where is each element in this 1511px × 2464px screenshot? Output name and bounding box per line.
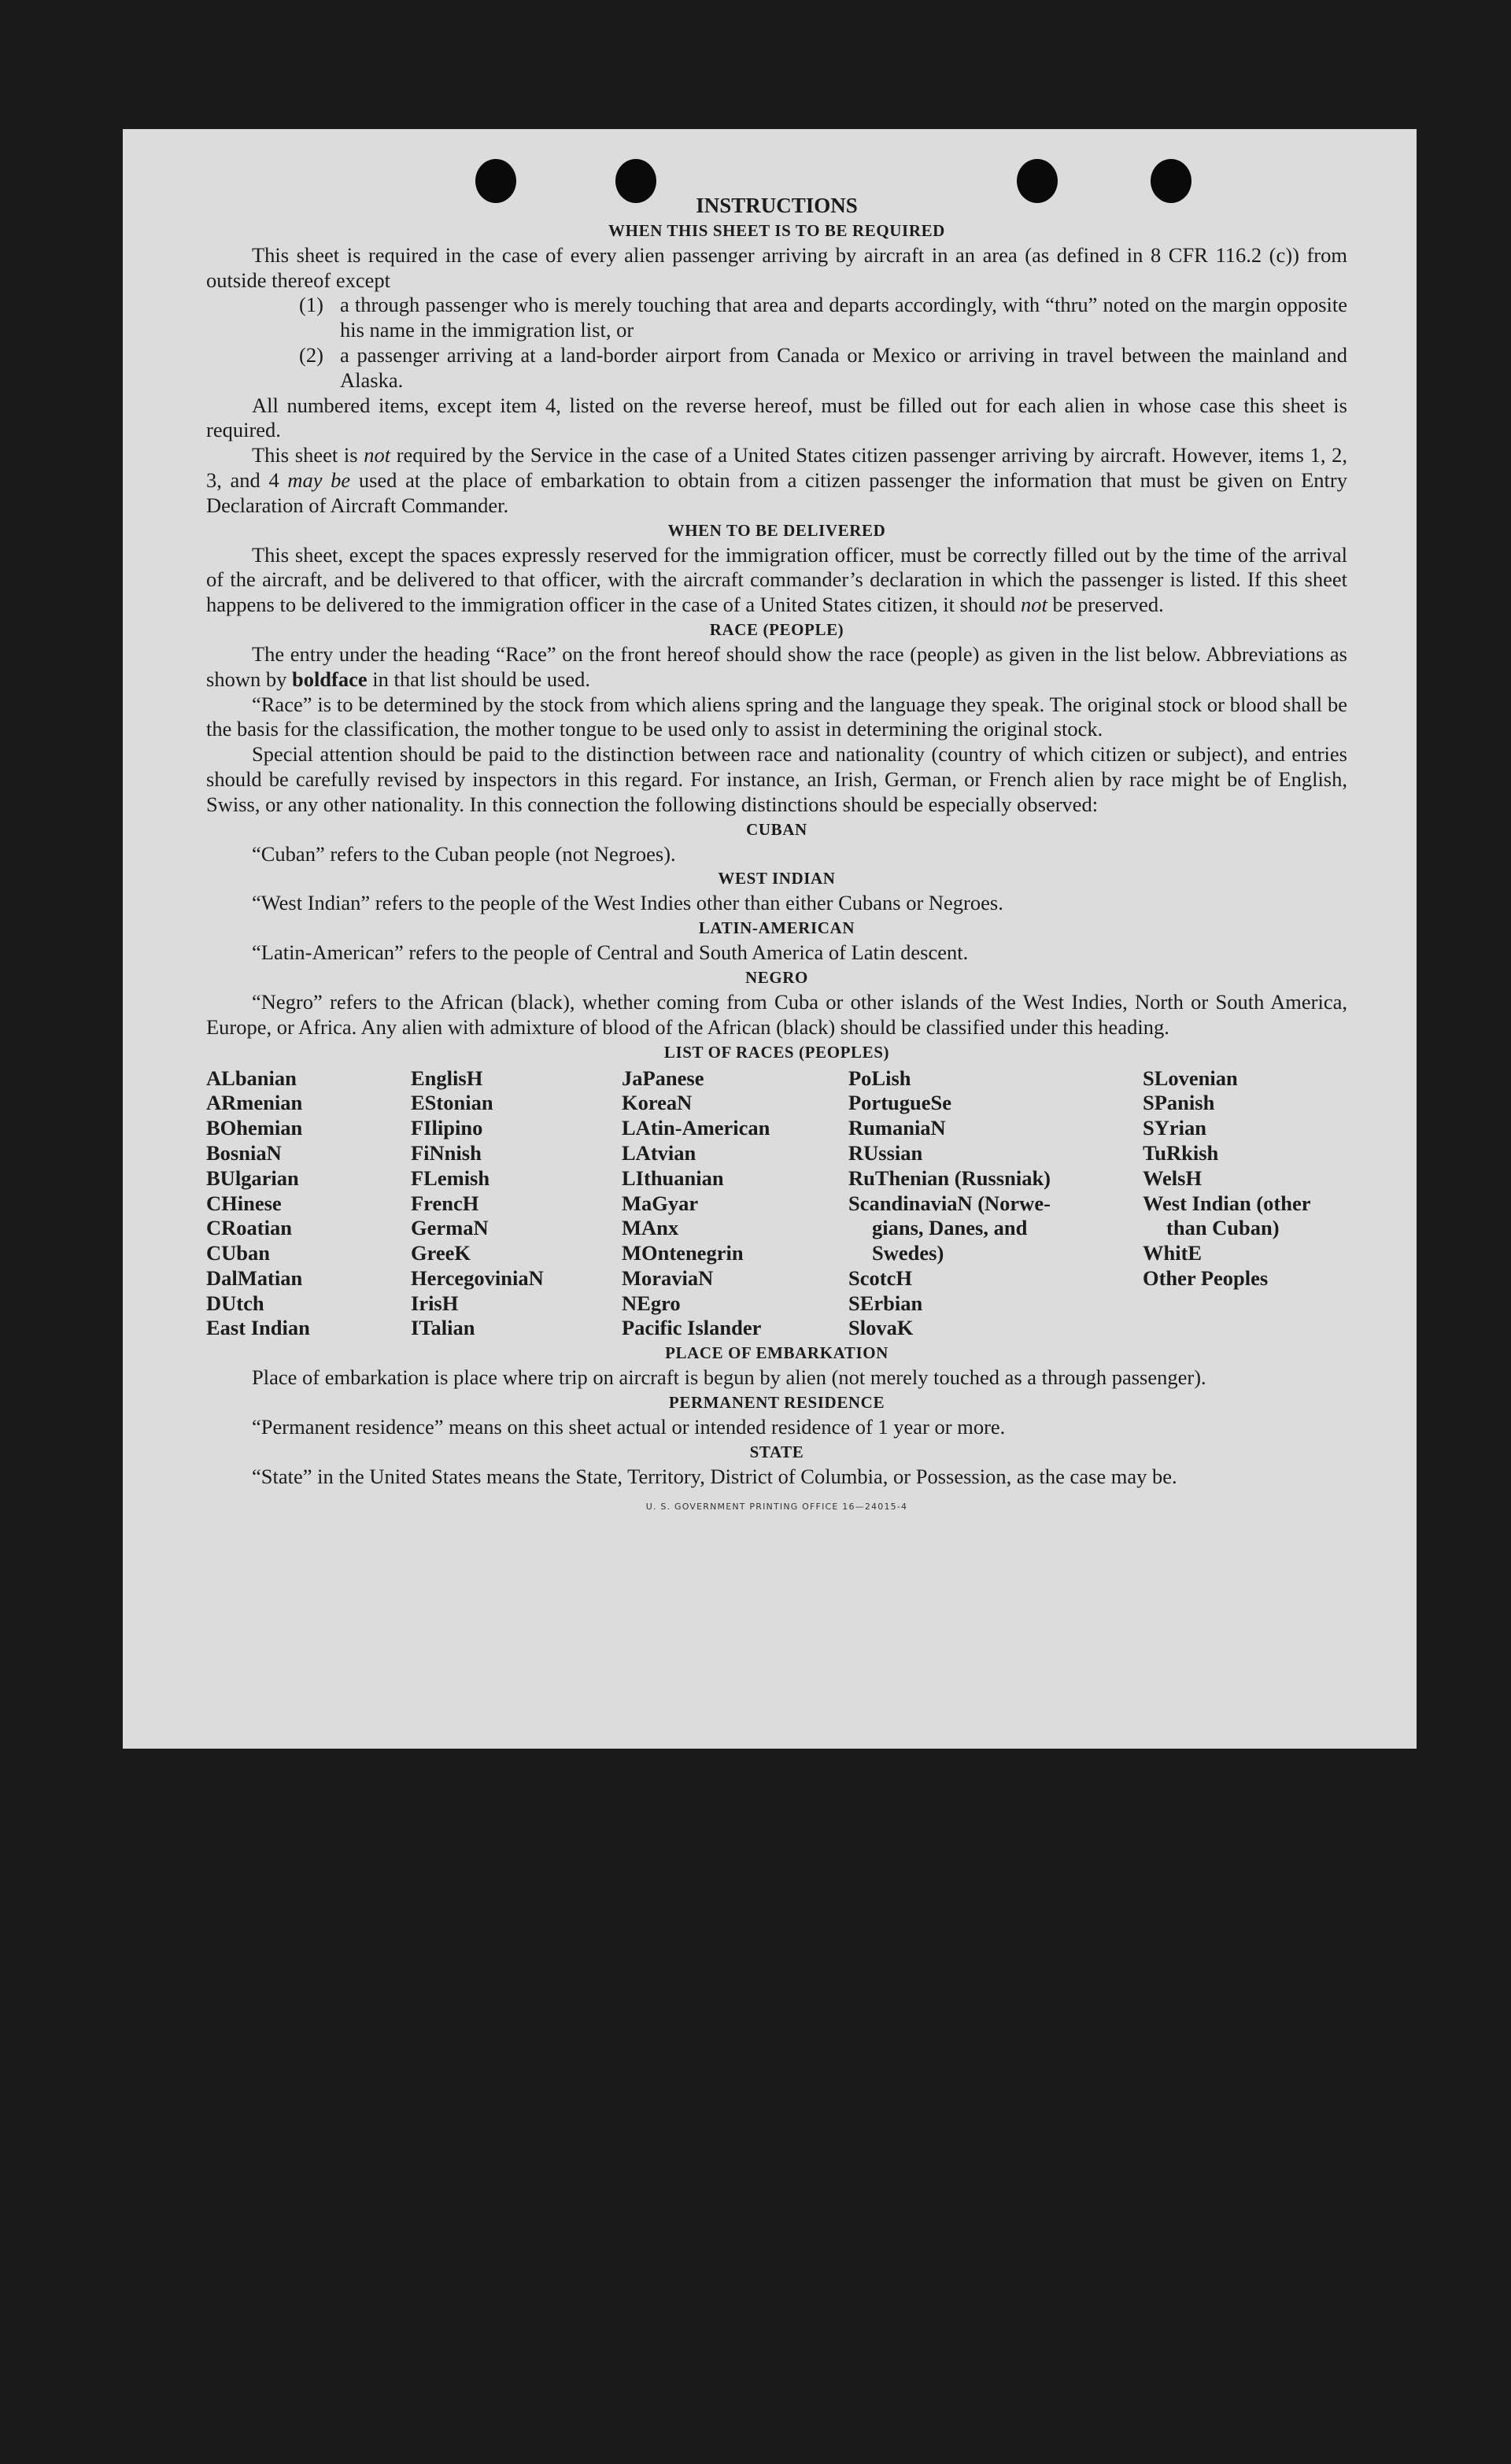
race-entry: ITalian <box>411 1316 475 1340</box>
race-entry: SPanish <box>1143 1091 1215 1115</box>
race-entry: IrisH <box>411 1291 459 1315</box>
race-entry: RUssian <box>848 1140 923 1165</box>
race-entry: Other Peoples <box>1143 1265 1269 1290</box>
list-item <box>206 293 1347 343</box>
race-entry: SLovenian <box>1143 1066 1238 1090</box>
heading-cuban: CUBAN <box>746 819 807 839</box>
race-entry: Swedes) <box>872 1241 944 1265</box>
race-entry: PortugueSe <box>848 1091 952 1115</box>
race-entry: HercegoviniaN <box>411 1265 544 1290</box>
race-entry: East Indian <box>206 1316 310 1340</box>
item-number: (2) <box>299 342 323 367</box>
heading-list-of-races: LIST OF RACES (PEOPLES) <box>663 1042 890 1062</box>
race-entry: than Cuban) <box>1166 1216 1280 1240</box>
race-entry: WhitE <box>1143 1241 1203 1265</box>
race-entry: ARmenian <box>206 1091 303 1115</box>
race-entry: PoLish <box>848 1066 911 1090</box>
race-entry: CHinese <box>206 1191 282 1215</box>
race-column <box>848 1066 1143 1342</box>
race-column <box>1143 1066 1347 1342</box>
race-entry: FiNnish <box>411 1140 482 1165</box>
race-entry: KoreaN <box>622 1091 693 1115</box>
heading-permanent-residence: PERMANENT RESIDENCE <box>668 1393 885 1413</box>
heading-negro: NEGRO <box>744 967 808 987</box>
race-entry: LAtvian <box>622 1140 696 1165</box>
race-column <box>206 1066 411 1342</box>
race-entry: SlovaK <box>848 1316 914 1340</box>
paragraph: Special attention should be paid to the distinction between race and nationality (country of which citizen or subject), and entries should be carefully revised by inspectors in this regard. For instance, an Irish, German, or French alien by race might be of English, Swiss, or any other nationality. In this connection the following distinctions should be especially observed: <box>206 742 1347 816</box>
paragraph: All numbered items, except item 4, listed on the reverse hereof, must be filled out for each alien in whose case this sheet is required. <box>206 393 1347 442</box>
race-entry: JaPanese <box>622 1066 704 1090</box>
paragraph: “Race” is to be determined by the stock from which aliens spring and the language they speak. The original stock or blood shall be the basis for the classification, the mother tongue to be used only to assist in determining the original stock. <box>206 692 1347 741</box>
paragraph: “Permanent residence” means on this sheet actual or intended residence of 1 year or more. <box>252 1415 1006 1439</box>
race-entry: DUtch <box>206 1291 264 1315</box>
paragraph: “State” in the United States means the State, Territory, District of Columbia, or Possession, as the case may be. <box>252 1464 1177 1488</box>
race-entry: RumaniaN <box>848 1116 946 1140</box>
race-list <box>206 1065 1347 1342</box>
race-entry: TuRkish <box>1143 1140 1219 1165</box>
race-entry: ScandinaviaN (Norwe- <box>848 1191 1051 1215</box>
race-entry: MoraviaN <box>622 1265 714 1290</box>
race-entry: NEgro <box>622 1291 681 1315</box>
paragraph: This sheet is required in the case of every alien passenger arriving by aircraft in an area (as defined in 8 CFR 116.2 (c)) from outside thereof except <box>206 242 1347 292</box>
race-entry: CUban <box>206 1241 271 1265</box>
paragraph: “Latin-American” refers to the people of Central and South America of Latin descent. <box>252 940 969 965</box>
heading-race: RACE (PEOPLE) <box>709 619 844 639</box>
heading-latin-american: LATIN-AMERICAN <box>698 918 855 938</box>
heading-when-delivered: WHEN TO BE DELIVERED <box>667 520 886 540</box>
instruction-sheet <box>123 129 1417 1749</box>
race-entry: FIlipino <box>411 1116 483 1140</box>
race-entry: BOhemian <box>206 1116 303 1140</box>
race-entry: EStonian <box>411 1091 493 1115</box>
paragraph: “Negro” refers to the African (black), whether coming from Cuba or other islands of the West Indies, North or South America, Europe, or Africa. Any alien with admixture of blood of the African (black) should be classified under this heading. <box>206 989 1347 1039</box>
list-item <box>206 343 1347 393</box>
race-entry: BosniaN <box>206 1140 282 1165</box>
heading-state: STATE <box>749 1442 804 1461</box>
race-entry: Pacific Islander <box>622 1316 762 1340</box>
race-entry: ScotcH <box>848 1265 912 1290</box>
race-entry: SYrian <box>1143 1116 1206 1140</box>
race-entry: DalMatian <box>206 1265 303 1290</box>
paragraph: The entry under the heading “Race” on the front hereof should show the race (people) as given in the list below. Abbreviations as shown by boldface in that list should be used. <box>206 641 1347 691</box>
race-entry: MOntenegrin <box>622 1241 744 1265</box>
heading-place-of-embarkation: PLACE OF EMBARKATION <box>665 1343 888 1363</box>
race-entry: LAtin-American <box>622 1116 770 1140</box>
heading-when-required: WHEN THIS SHEET IS TO BE REQUIRED <box>608 220 945 240</box>
race-entry: ALbanian <box>206 1066 297 1090</box>
race-entry: GermaN <box>411 1216 489 1240</box>
race-entry: CRoatian <box>206 1216 292 1240</box>
race-column <box>622 1066 848 1342</box>
paragraph: Place of embarkation is place where trip on aircraft is begun by alien (not merely touched as a through passenger). <box>252 1365 1206 1390</box>
paragraph: This sheet, except the spaces expressly reserved for the immigration officer, must be correctly filled out by the time of the arrival of the aircraft, and be delivered to that officer, with the aircraft commander’s declaration in which the passenger is listed. If this sheet happens to be delivered to the immigration officer in the case of a United States citizen, it should not be preserved. <box>206 542 1347 617</box>
page-title: INSTRUCTIONS <box>696 194 858 217</box>
race-entry: EnglisH <box>411 1066 483 1090</box>
item-number: (1) <box>299 293 323 317</box>
item-text: a passenger arriving at a land-border airport from Canada or Mexico or arriving in travel between the mainland and Alaska. <box>340 342 1347 392</box>
race-entry: BUlgarian <box>206 1166 299 1190</box>
paragraph: “Cuban” refers to the Cuban people (not Negroes). <box>252 841 676 866</box>
race-entry: WelsH <box>1143 1166 1203 1190</box>
race-entry: West Indian (other <box>1143 1191 1311 1215</box>
race-entry: GreeK <box>411 1241 471 1265</box>
paragraph: This sheet is not required by the Service in the case of a United States citizen passenger arriving by aircraft. However, items 1, 2, 3, and 4 may be used at the place of embarkation to obtain from a citizen passenger the information that must be given on Entry Declaration of Aircraft Commander. <box>206 443 1347 517</box>
race-entry: FrencH <box>411 1191 479 1215</box>
race-entry: MAnx <box>622 1216 679 1240</box>
race-column <box>411 1066 622 1342</box>
item-text: a through passenger who is merely touching that area and departs accordingly, with “thru” noted on the margin opposite his name in the immigration list, or <box>340 293 1347 342</box>
race-entry: FLemish <box>411 1166 490 1190</box>
race-entry: LIthuanian <box>622 1166 724 1190</box>
race-entry: MaGyar <box>622 1191 699 1215</box>
race-entry: gians, Danes, and <box>872 1216 1028 1240</box>
heading-west-indian: WEST INDIAN <box>718 869 836 888</box>
race-entry: RuThenian (Russniak) <box>848 1166 1051 1190</box>
printer-imprint: U. S. GOVERNMENT PRINTING OFFICE 16—24015-4 <box>645 1501 908 1512</box>
paragraph: “West Indian” refers to the people of the West Indies other than either Cubans or Negroes. <box>252 891 1003 915</box>
document-body <box>206 194 1347 1519</box>
race-entry: SErbian <box>848 1291 923 1315</box>
